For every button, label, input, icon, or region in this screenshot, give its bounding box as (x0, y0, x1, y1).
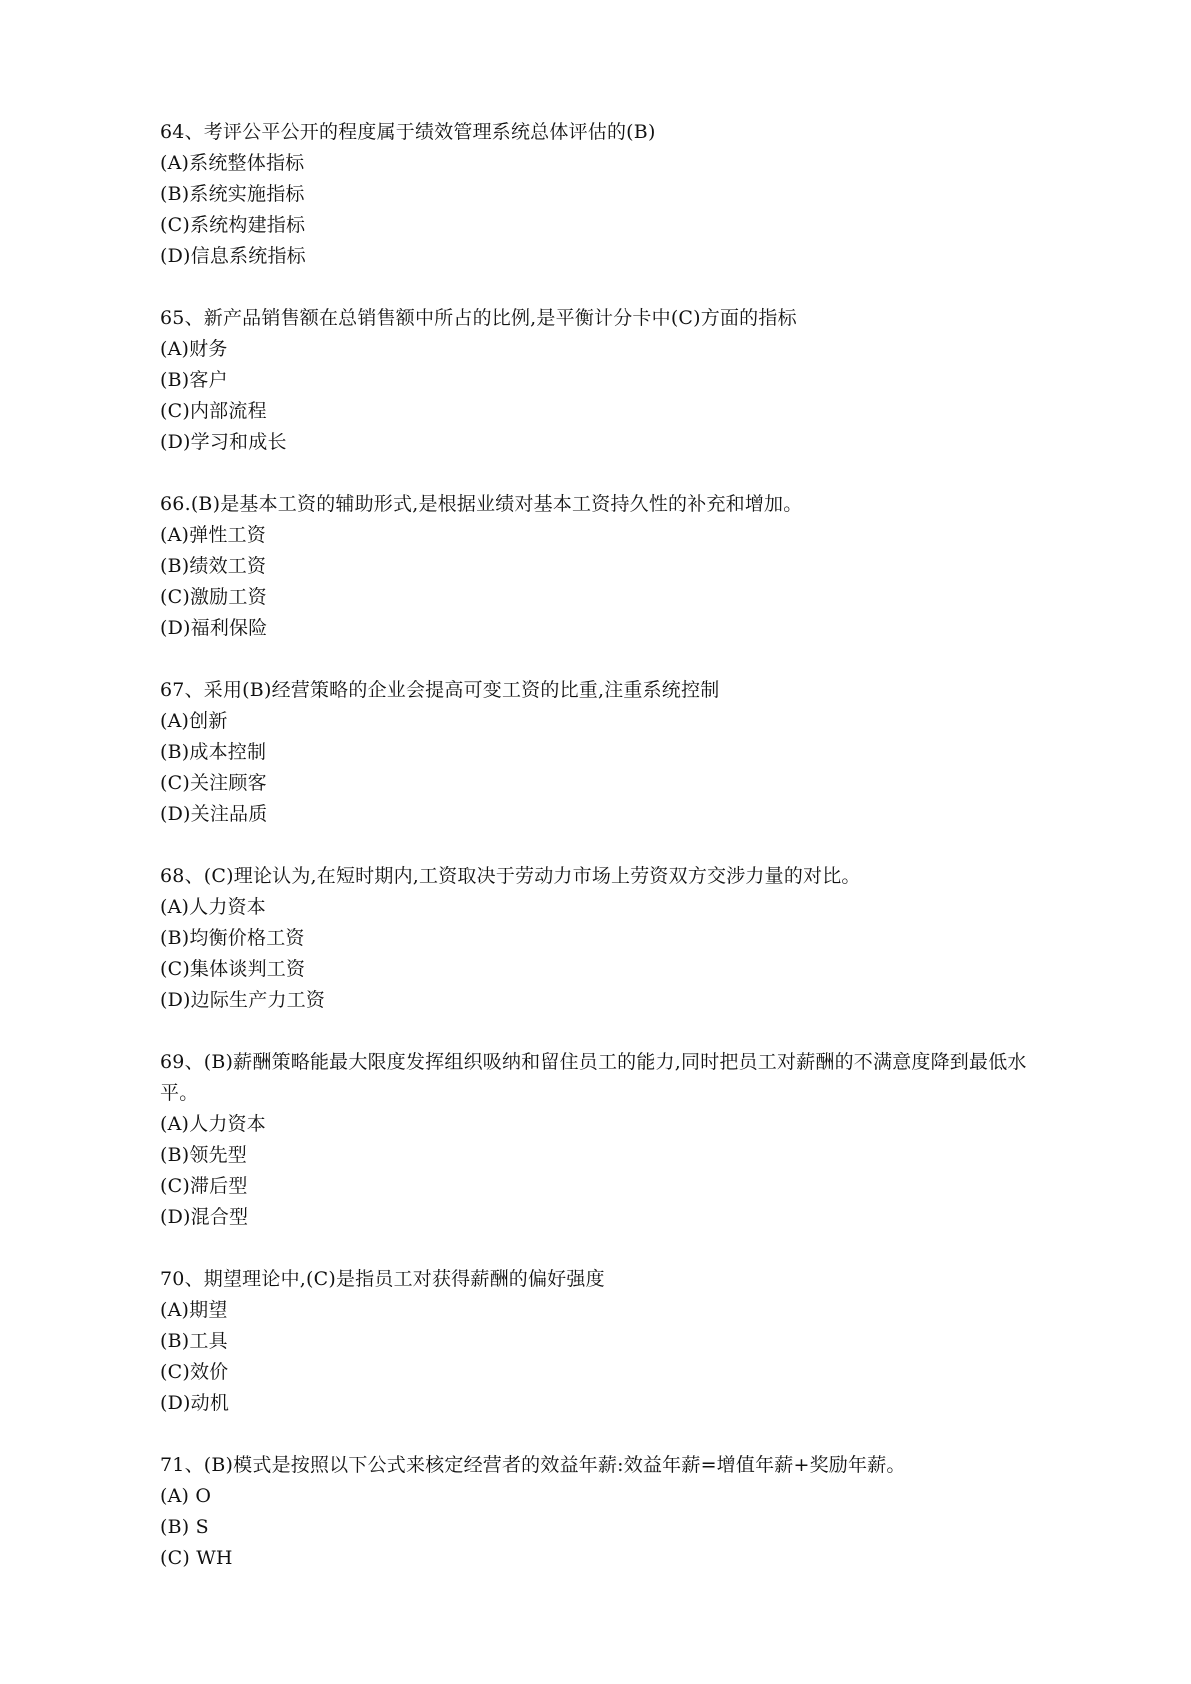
option-a: (A)财务 (160, 338, 228, 360)
question-65 (160, 303, 1040, 458)
question-text: 64、考评公平公开的程度属于绩效管理系统总体评估的(B) (160, 121, 656, 143)
option-c: (C) WH (160, 1547, 233, 1569)
option-a: (A) O (160, 1485, 212, 1507)
option-a: (A)系统整体指标 (160, 152, 305, 174)
option-b: (B)客户 (160, 369, 228, 391)
question-69 (160, 1047, 1040, 1233)
option-d: (D)关注品质 (160, 803, 268, 825)
option-b: (B)领先型 (160, 1144, 247, 1166)
option-c: (C)关注顾客 (160, 772, 267, 794)
option-b: (B)成本控制 (160, 741, 267, 763)
question-67 (160, 675, 1040, 830)
option-d: (D)福利保险 (160, 617, 268, 639)
question-text: 70、期望理论中,(C)是指员工对获得薪酬的偏好强度 (160, 1268, 605, 1290)
option-a: (A)期望 (160, 1299, 228, 1321)
question-text: 69、(B)薪酬策略能最大限度发挥组织吸纳和留住员工的能力,同时把员工对薪酬的不满意度降到最低水平。 (160, 1051, 1027, 1104)
option-d: (D)动机 (160, 1392, 230, 1414)
option-b: (B)工具 (160, 1330, 228, 1352)
question-text: 68、(C)理论认为,在短时期内,工资取决于劳动力市场上劳资双方交涉力量的对比。 (160, 865, 861, 887)
option-d: (D)边际生产力工资 (160, 989, 326, 1011)
option-b: (B)系统实施指标 (160, 183, 305, 205)
option-a: (A)创新 (160, 710, 228, 732)
option-b: (B) S (160, 1516, 209, 1538)
option-c: (C)效价 (160, 1361, 229, 1383)
question-71 (160, 1450, 1040, 1574)
question-64 (160, 117, 1040, 272)
option-c: (C)激励工资 (160, 586, 267, 608)
option-d: (D)学习和成长 (160, 431, 287, 453)
question-70 (160, 1264, 1040, 1419)
question-text: 65、新产品销售额在总销售额中所占的比例,是平衡计分卡中(C)方面的指标 (160, 307, 797, 329)
option-d: (D)混合型 (160, 1206, 249, 1228)
question-text: 71、(B)模式是按照以下公式来核定经营者的效益年薪:效益年薪=增值年薪+奖励年薪。 (160, 1454, 906, 1476)
option-d: (D)信息系统指标 (160, 245, 306, 267)
option-a: (A)弹性工资 (160, 524, 266, 546)
option-b: (B)绩效工资 (160, 555, 267, 577)
question-66 (160, 489, 1040, 644)
option-a: (A)人力资本 (160, 896, 266, 918)
option-c: (C)滞后型 (160, 1175, 248, 1197)
question-text: 67、采用(B)经营策略的企业会提高可变工资的比重,注重系统控制 (160, 679, 720, 701)
question-68 (160, 861, 1040, 1016)
document-page (160, 117, 1040, 1605)
option-b: (B)均衡价格工资 (160, 927, 305, 949)
option-c: (C)集体谈判工资 (160, 958, 306, 980)
option-c: (C)系统构建指标 (160, 214, 306, 236)
question-text: 66.(B)是基本工资的辅助形式,是根据业绩对基本工资持久性的补充和增加。 (160, 493, 803, 515)
option-c: (C)内部流程 (160, 400, 267, 422)
option-a: (A)人力资本 (160, 1113, 266, 1135)
